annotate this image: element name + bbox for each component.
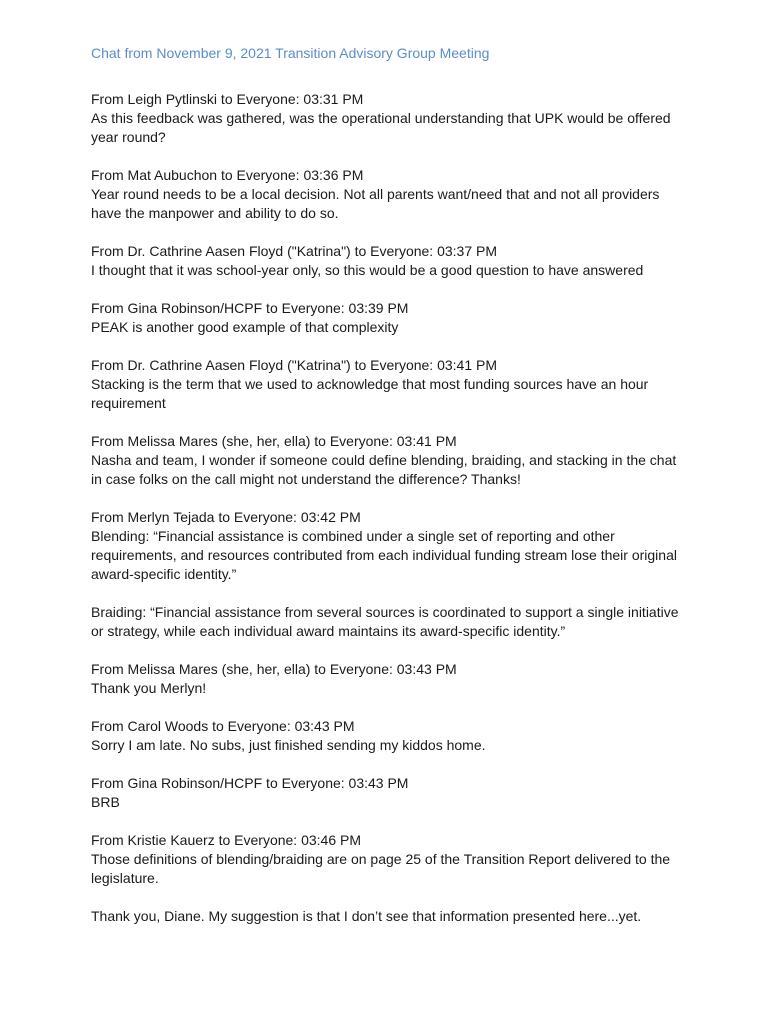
message-text-line: Braiding: “Financial assistance from several sources is coordinated to support a single initiative (91, 604, 679, 620)
message-text-line: requirements, and resources contributed from each individual funding stream lose their original (91, 547, 677, 563)
message-header: From Melissa Mares (she, her, ella) to Everyone: 03:41 PM (91, 433, 457, 449)
message-text-line: BRB (91, 794, 120, 810)
document-page (91, 44, 691, 945)
message-text-line: Thank you Merlyn! (91, 680, 207, 696)
chat-message (91, 660, 691, 698)
message-text-line: requirement (91, 395, 166, 411)
chat-message (91, 166, 691, 223)
chat-message (91, 90, 691, 147)
message-text-line: Blending: “Financial assistance is combined under a single set of reporting and other (91, 528, 615, 544)
message-text-line: As this feedback was gathered, was the operational understanding that UPK would be offered (91, 110, 671, 126)
message-text-line: Nasha and team, I wonder if someone could define blending, braiding, and stacking in the chat (91, 452, 677, 468)
chat-message (91, 907, 691, 926)
message-header: From Dr. Cathrine Aasen Floyd ("Katrina") to Everyone: 03:37 PM (91, 243, 497, 259)
message-text-line: Those definitions of blending/braiding are on page 25 of the Transition Report delivered to the (91, 851, 671, 867)
message-text-line: year round? (91, 129, 166, 145)
chat-message (91, 603, 691, 641)
chat-message (91, 508, 691, 584)
chat-transcript (91, 90, 691, 926)
message-header: From Kristie Kauerz to Everyone: 03:46 PM (91, 832, 361, 848)
message-text-line: or strategy, while each individual award maintains its award-specific identity.” (91, 623, 566, 639)
message-header: From Melissa Mares (she, her, ella) to Everyone: 03:43 PM (91, 661, 457, 677)
chat-message (91, 432, 691, 489)
message-text-line: Year round needs to be a local decision. Not all parents want/need that and not all providers (91, 186, 660, 202)
message-header: From Leigh Pytlinski to Everyone: 03:31 PM (91, 91, 364, 107)
chat-message (91, 717, 691, 755)
message-text-line: Stacking is the term that we used to acknowledge that most funding sources have an hour (91, 376, 649, 392)
message-text-line: have the manpower and ability to do so. (91, 205, 339, 221)
chat-message (91, 356, 691, 413)
message-text-line: Sorry I am late. No subs, just finished sending my kiddos home. (91, 737, 486, 753)
message-header: From Mat Aubuchon to Everyone: 03:36 PM (91, 167, 364, 183)
message-text-line: I thought that it was school-year only, so this would be a good question to have answered (91, 262, 644, 278)
chat-message (91, 831, 691, 888)
document-title: Chat from November 9, 2021 Transition Advisory Group Meeting (91, 45, 490, 61)
message-text-line: legislature. (91, 870, 159, 886)
message-text-line: in case folks on the call might not understand the difference? Thanks! (91, 471, 521, 487)
message-header: From Gina Robinson/HCPF to Everyone: 03:39 PM (91, 300, 409, 316)
message-header: From Carol Woods to Everyone: 03:43 PM (91, 718, 355, 734)
message-header: From Gina Robinson/HCPF to Everyone: 03:43 PM (91, 775, 409, 791)
message-text-line: Thank you, Diane. My suggestion is that I don’t see that information presented here...yet. (91, 908, 642, 924)
chat-message (91, 299, 691, 337)
message-header: From Dr. Cathrine Aasen Floyd ("Katrina") to Everyone: 03:41 PM (91, 357, 497, 373)
message-text-line: award-specific identity.” (91, 566, 237, 582)
message-text-line: PEAK is another good example of that complexity (91, 319, 399, 335)
message-header: From Merlyn Tejada to Everyone: 03:42 PM (91, 509, 361, 525)
chat-message (91, 242, 691, 280)
chat-message (91, 774, 691, 812)
